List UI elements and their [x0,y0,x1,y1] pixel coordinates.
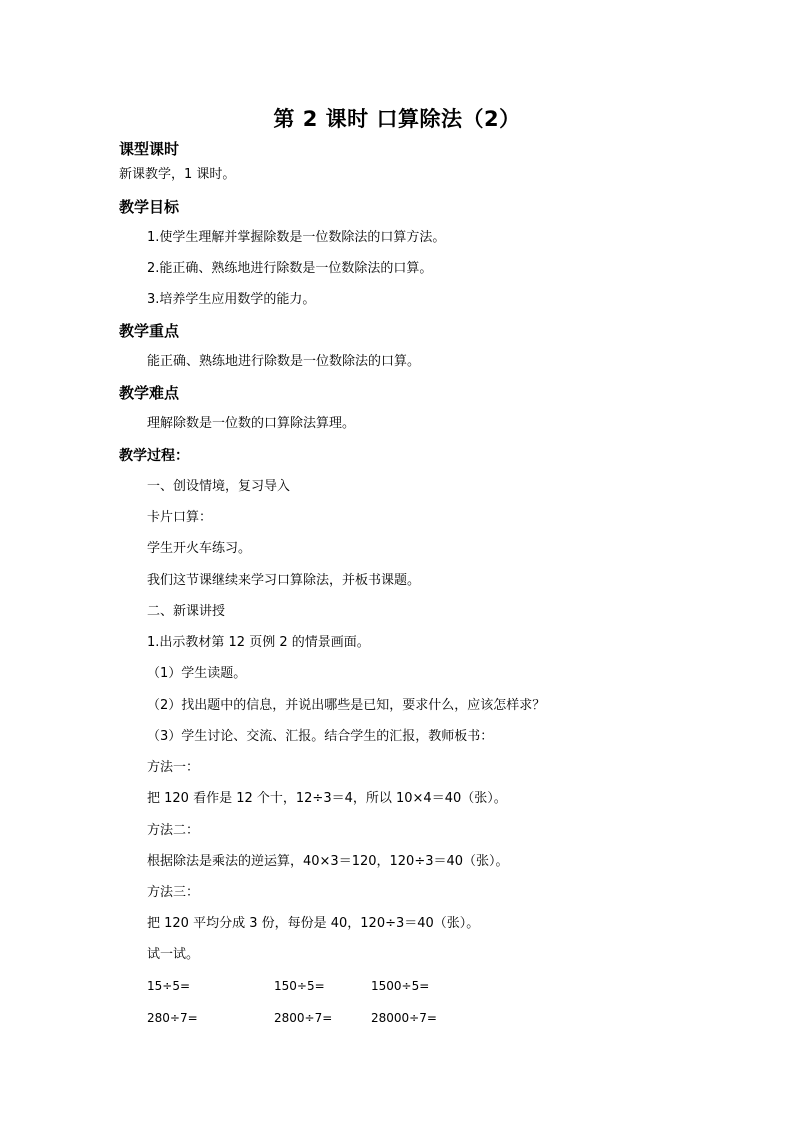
process-line: 方法三： [147,885,200,900]
process-line: （3）学生讨论、交流、汇报。结合学生的汇报，教师板书： [147,729,494,744]
heading-difficulty: 教学难点 [119,384,180,402]
process-line: （2）找出题中的信息，并说出哪些是已知，要求什么，应该怎样求？ [147,698,546,713]
process-line: 我们这节课继续来学习口算除法，并板书课题。 [147,573,421,588]
process-line: 试一试。 [147,947,200,962]
heading-process: 教学过程： [119,448,189,464]
exercise-item: 28000÷7= [371,1011,437,1025]
objective-item: 1.使学生理解并掌握除数是一位数除法的口算方法。 [147,230,446,245]
difficulty-text: 理解除数是一位数的口算除法算理。 [147,416,356,431]
process-line: 方法二： [147,823,200,838]
process-line: 学生开火车练习。 [147,541,252,556]
process-line: 把 120 平均分成 3 份，每份是 40，120÷3＝40（张）。 [147,916,480,931]
lesson-type-text: 新课教学，1 课时。 [119,167,236,182]
process-line: 把 120 看作是 12 个十，12÷3＝4，所以 10×4＝40（张）。 [147,791,507,806]
heading-objectives: 教学目标 [119,198,180,216]
exercise-item: 15÷5= [147,979,191,993]
exercise-item: 150÷5= [274,979,325,993]
process-line: 卡片口算： [147,510,213,525]
heading-key-point: 教学重点 [119,322,180,340]
key-point-text: 能正确、熟练地进行除数是一位数除法的口算。 [147,354,421,369]
process-line: 方法一： [147,760,200,775]
process-line: 1.出示教材第 12 页例 2 的情景画面。 [147,635,370,650]
objective-item: 3.培养学生应用数学的能力。 [147,292,316,307]
process-line: 根据除法是乘法的逆运算，40×3＝120，120÷3＝40（张）。 [147,854,509,869]
process-line: （1）学生读题。 [147,666,247,681]
exercise-item: 1500÷5= [371,979,430,993]
exercise-item: 2800÷7= [274,1011,333,1025]
process-line: 二、新课讲授 [147,604,226,619]
objective-item: 2.能正确、熟练地进行除数是一位数除法的口算。 [147,261,433,276]
process-line: 一、创设情境，复习导入 [147,479,291,494]
exercise-item: 280÷7= [147,1011,198,1025]
page-title: 第 2 课时 口算除法（2） [273,107,521,131]
heading-lesson-type: 课型课时 [119,140,180,158]
